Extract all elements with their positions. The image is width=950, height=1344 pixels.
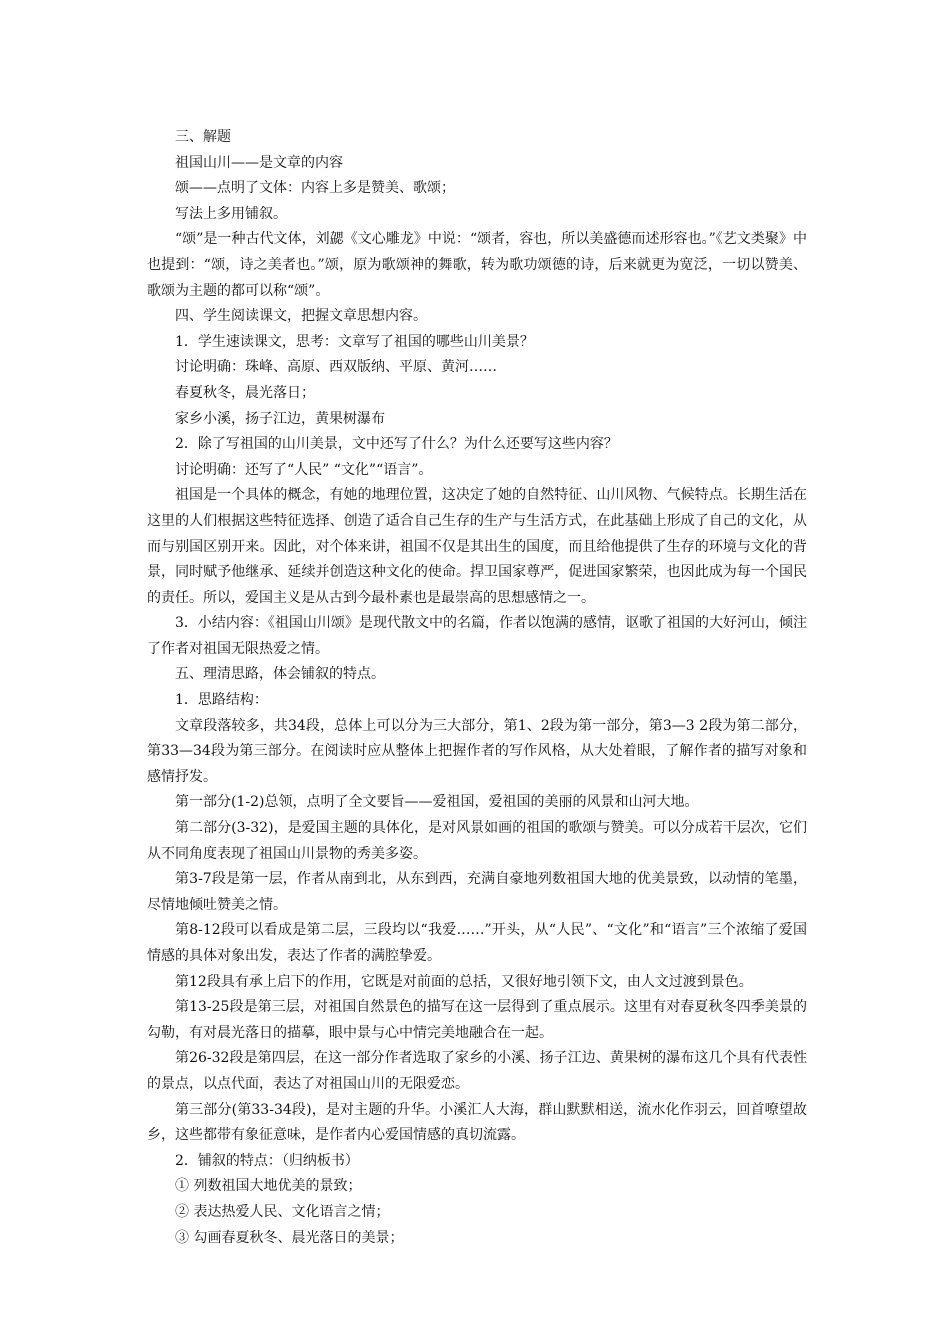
paragraph: 祖国是一个具体的概念，有她的地理位置，这决定了她的自然特征、山川风物、气候特点。长期生活在这里的人们根据这些特征选择、创造了适合自己生存的生产与生活方式，在此基础上形成了自己的文化，从而与别国区别开来。因此，对个体来讲，祖国不仅是其出生的国度，而且给他提供了生存的环境与文化的背景，同时赋予他继承、延续并创造这种文化的使命。捍卫国家尊严，促进国家繁荣，也因此成为每一个国民的责任。所以，爱国主义是从古到今最朴素也是最崇高的思想感情之一。 bbox=[147, 487, 807, 606]
summary-item: 3．小结内容：《祖国山川颂》是现代散文中的名篇，作者以饱满的感情，讴歌了祖国的大好河山，倾注了作者对祖国无限热爱之情。 bbox=[147, 615, 807, 657]
list-item: ② 表达热爱人民、文化语言之情； bbox=[175, 1203, 390, 1220]
paragraph: 颂——点明了文体：内容上多是赞美、歌颂； bbox=[175, 180, 455, 197]
paragraph: 文章段落较多，共34段，总体上可以分为三大部分，第1、2段为第一部分，第3—3 2段为第二部分，第33—34段为第三部分。在阅读时应从整体上把握作者的写作风格，从大处着眼，了解作者的描写对象和感情抒发。 bbox=[147, 717, 807, 785]
paragraph: 讨论明确：珠峰、高原、西双版纳、平原、黄河…… bbox=[175, 359, 497, 376]
paragraph: “颂”是一种古代文体，刘勰《文心雕龙》中说：“颂者，容也，所以美盛德而述形容也。”《艺文类聚》中也提到：“颂，诗之美者也。”颂，原为歌颂神的舞歌，转为歌功颂德的诗，后来就更为宽泛，一切以赞美、歌颂为主题的都可以称“颂”。 bbox=[147, 231, 807, 299]
subheading-structure: 1．思路结构： bbox=[175, 692, 268, 709]
paragraph: 第13-25段是第三层，对祖国自然景色的描写在这一层得到了重点展示。这里有对春夏秋冬四季美景的勾勒，有对晨光落日的描摹，眼中景与心中情完美地融合在一起。 bbox=[147, 999, 807, 1041]
paragraph: 第三部分(第33-34段)，是对主题的升华。小溪汇人大海，群山默默相送，流水化作羽云，回首嘹望故乡，这些都带有象征意味，是作者内心爱国情感的真切流露。 bbox=[147, 1101, 807, 1144]
paragraph: 讨论明确：还写了“人民” “文化”“语言”。 bbox=[175, 461, 433, 478]
heading-jieti: 三、解题 bbox=[175, 129, 231, 145]
paragraph: 第3-7段是第一层，作者从南到北，从东到西，充满自豪地列数祖国大地的优美景致，以动情的笔墨，尽情地倾吐赞美之情。 bbox=[147, 871, 807, 913]
question-item: 2．除了写祖国的山川美景，文中还写了什么？为什么还要写这些内容？ bbox=[175, 436, 618, 453]
paragraph: 第二部分(3-32)，是爱国主题的具体化，是对风景如画的祖国的歌颂与赞美。可以分成若干层次，它们从不同角度表现了祖国山川景物的秀美多姿。 bbox=[147, 820, 807, 862]
paragraph: 写法上多用铺叙。 bbox=[175, 205, 287, 222]
paragraph: 第8-12段可以看成是第二层，三段均以“我爱……”开头，从“人民”、“文化”和“语言”三个浓缩了爱国情感的具体对象出发，表达了作者的满腔挚爱。 bbox=[147, 922, 807, 964]
paragraph: 家乡小溪，扬子江边，黄果树瀑布 bbox=[175, 410, 385, 427]
document-page bbox=[147, 125, 807, 1251]
list-item: ① 列数祖国大地优美的景致； bbox=[175, 1178, 362, 1195]
heading-section-four: 四、学生阅读课文，把握文章思想内容。 bbox=[175, 308, 427, 325]
paragraph: 第一部分(1-2)总领，点明了全文要旨——爱祖国，爱祖国的美丽的风景和山河大地。 bbox=[175, 794, 699, 811]
subheading-features: 2．铺叙的特点：（归纳板书） bbox=[175, 1152, 359, 1169]
heading-section-five: 五、理清思路，体会铺叙的特点。 bbox=[175, 666, 385, 683]
paragraph: 第12段具有承上启下的作用，它既是对前面的总括，又很好地引领下文，由人文过渡到景色。 bbox=[175, 973, 753, 990]
list-item: ③ 勾画春夏秋冬、晨光落日的美景； bbox=[175, 1229, 404, 1246]
question-item: 1．学生速读课文，思考：文章写了祖国的哪些山川美景？ bbox=[175, 333, 534, 350]
paragraph: 祖国山川——是文章的内容 bbox=[175, 154, 343, 171]
paragraph: 春夏秋冬，晨光落日； bbox=[175, 384, 315, 401]
paragraph: 第26-32段是第四层，在这一部分作者选取了家乡的小溪、扬子江边、黄果树的瀑布这几个具有代表性的景点，以点代面，表达了对祖国山川的无限爱恋。 bbox=[147, 1050, 807, 1092]
